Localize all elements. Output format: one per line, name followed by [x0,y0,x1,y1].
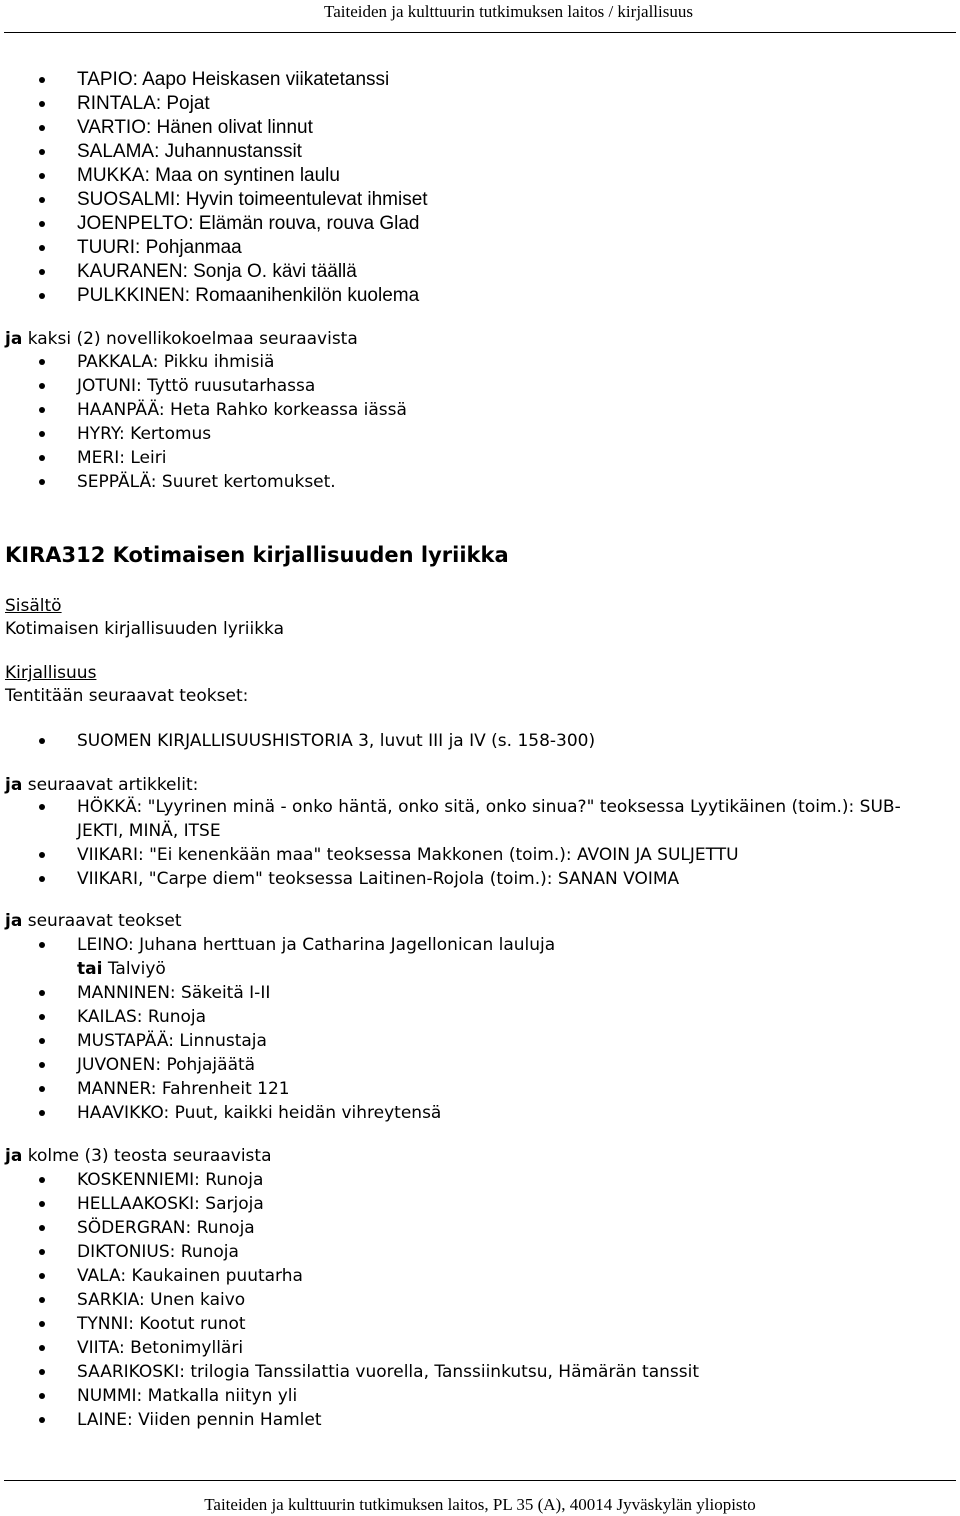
list-item: HAAVIKKO: Puut, kaikki heidän vihreytensä [0,1101,937,1125]
articles-intro [5,773,198,797]
list-item: SUOSALMI: Hyvin toimeentulevat ihmiset [0,188,937,212]
list-item [0,933,937,981]
header-rule [4,32,956,33]
intro-text: kaksi (2) novellikokoelmaa seuraavista [22,329,358,349]
list-item: TYNNI: Kootut runot [0,1312,937,1336]
works-intro [5,909,182,933]
intro-text: kolme (3) teosta seuraavista [22,1146,272,1166]
list-item: VIIKARI, "Carpe diem" teoksessa Laitinen-Rojola (toim.): SANAN VOIMA [0,867,937,891]
list-item: MANNER: Fahrenheit 121 [0,1077,937,1101]
list-item: HELLAAKOSKI: Sarjoja [0,1192,937,1216]
list-item: VARTIO: Hänen olivat linnut [0,116,937,140]
intro-text: seuraavat teokset [22,911,182,931]
list-item: HAANPÄÄ: Heta Rahko korkeassa iässä [0,398,937,422]
leino-text: LEINO: Juhana herttuan ja Catharina Jagellonican lauluja [77,935,556,955]
novels-list [0,68,937,308]
list-item: DIKTONIUS: Runoja [0,1240,937,1264]
list-item: SALAMA: Juhannustanssit [0,140,937,164]
list-item: MUSTAPÄÄ: Linnustaja [0,1029,937,1053]
list-item: RINTALA: Pojat [0,92,937,116]
list-item: KAURANEN: Sonja O. kävi täällä [0,260,937,284]
list-item: TAPIO: Aapo Heiskasen viikatetanssi [0,68,937,92]
articles-list [0,795,937,891]
list-item: PULKKINEN: Romaanihenkilön kuolema [0,284,937,308]
list-item: VALA: Kaukainen puutarha [0,1264,937,1288]
page-header: Taiteiden ja kulttuurin tutkimuksen laitos / kirjallisuus [324,2,693,21]
list-item: LAINE: Viiden pennin Hamlet [0,1408,937,1432]
page-footer: Taiteiden ja kulttuurin tutkimuksen laitos, PL 35 (A), 40014 Jyväskylän yliopisto [204,1495,756,1514]
three-works-list [0,1168,937,1432]
list-item: JOTUNI: Tyttö ruusutarhassa [0,374,937,398]
intro-lead: ja [5,1146,23,1166]
list-item: MERI: Leiri [0,446,937,470]
list-item: JUVONEN: Pohjajäätä [0,1053,937,1077]
intro-text: seuraavat artikkelit: [22,775,199,795]
list-item: VIITA: Betonimylläri [0,1336,937,1360]
list-item: HÖKKÄ: "Lyyrinen minä - onko häntä, onko sitä, onko sinua?" teoksessa Lyytikäinen (toim.): SUB-JEKTI, MINÄ, ITSE [0,795,937,843]
list-item: SEPPÄLÄ: Suuret kertomukset. [0,470,937,494]
works-list [0,933,937,1125]
short-stories-list [0,350,937,494]
course-title: KIRA312 Kotimaisen kirjallisuuden lyriikka [5,543,509,567]
list-item: KOSKENNIEMI: Runoja [0,1168,937,1192]
list-item: SARKIA: Unen kaivo [0,1288,937,1312]
list-item: TUURI: Pohjanmaa [0,236,937,260]
content-text: Kotimaisen kirjallisuuden lyriikka [5,619,285,639]
list-item: SUOMEN KIRJALLISUUSHISTORIA 3, luvut III ja IV (s. 158-300) [0,729,937,753]
required-works-list [0,729,937,753]
footer-rule [4,1480,956,1481]
list-item: SÖDERGRAN: Runoja [0,1216,937,1240]
list-item: SAARIKOSKI: trilogia Tanssilattia vuorella, Tanssiinkutsu, Hämärän tanssit [0,1360,937,1384]
alt-text: Talviyö [102,959,166,979]
alt-lead: tai [77,959,103,979]
list-item: MANNINEN: Säkeitä I-II [0,981,937,1005]
leino-alternative [77,957,937,981]
list-item: JOENPELTO: Elämän rouva, rouva Glad [0,212,937,236]
intro-lead: ja [5,911,23,931]
list-item: VIIKARI: "Ei kenenkään maa" teoksessa Makkonen (toim.): AVOIN JA SULJETTU [0,843,937,867]
list-item: PAKKALA: Pikku ihmisiä [0,350,937,374]
literature-label: Kirjallisuus [5,663,97,683]
literature-intro: Tentitään seuraavat teokset: [5,686,249,706]
intro-lead: ja [5,329,23,349]
list-item: MUKKA: Maa on syntinen laulu [0,164,937,188]
list-item: HYRY: Kertomus [0,422,937,446]
three-works-intro [5,1144,272,1168]
short-stories-intro [5,327,358,351]
content-label: Sisältö [5,596,62,616]
list-item: NUMMI: Matkalla niityn yli [0,1384,937,1408]
list-item: KAILAS: Runoja [0,1005,937,1029]
intro-lead: ja [5,775,23,795]
